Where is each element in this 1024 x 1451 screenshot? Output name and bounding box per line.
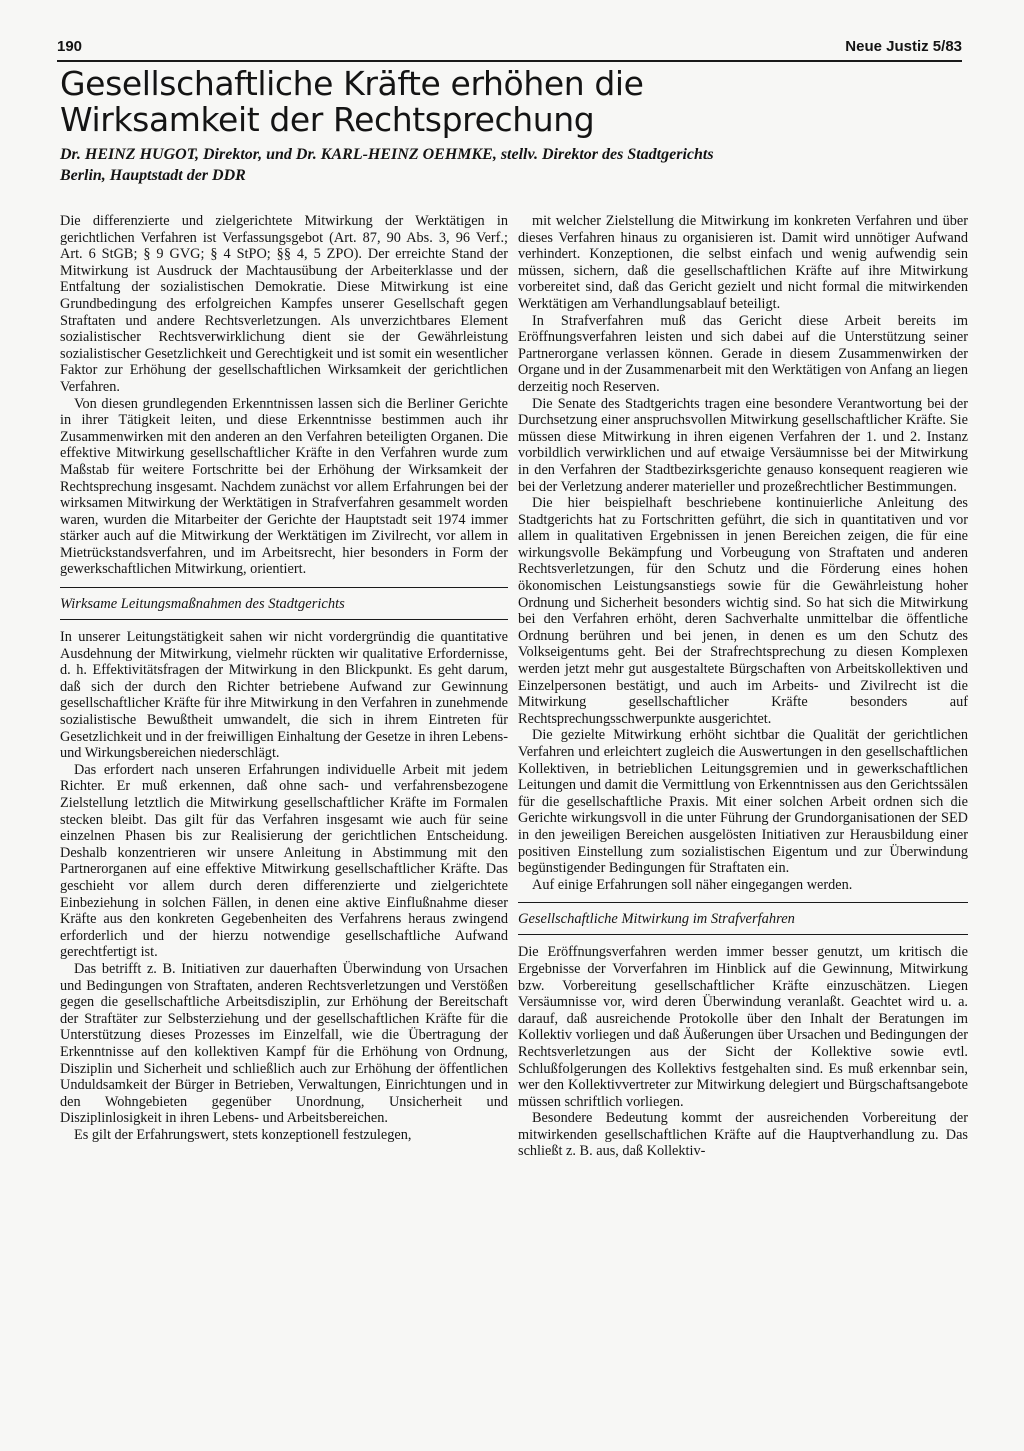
running-header [57,36,962,62]
paragraph: In unserer Leitungstätigkeit sahen wir nicht vordergründig die quantitative Ausdehnung der Mitwirkung, vielmehr rückten wir qualitative Erfordernisse, d. h. Effektivitätsfragen der Mitwirkung in den Blickpunkt. Es geht darum, daß sich der durch den Richter betriebene Aufwand zur Gewinnung gesellschaftlicher Kräfte für ihre Mitwirkung in den Verfahren in zunehmende sozialistische Bewußtheit umwandelt, die sich in ihrem Eintreten für Gesetzlichkeit und in der freiwilligen Einhaltung der Gesetze in ihren Lebens- und Wirkungsbereichen niederschlägt. [60,629,508,762]
paragraph: Die gezielte Mitwirkung erhöht sichtbar die Qualität der gerichtlichen Verfahren und erleichtert zugleich die Auswertungen in den gesellschaftlichen Kollektiven, in betrieblichen Leitungsgremien und in gewerkschaftlichen Leitungen und damit die Vermittlung von Erkenntnissen aus den Gerichtssälen für die gesellschaftliche Praxis. Mit einer solchen Arbeit ordnen sich die Gerichte wirkungsvoll in die unter Führung der Grundorganisationen der SED in den jeweiligen Bereichen ausgelösten Initiativen zur Herausbildung einer positiven Einstellung zum sozialistischen Eigentum und zur Überwindung begünstigender Bedingungen für Straftaten ein. [518,727,968,877]
article-title: Gesellschaftliche Kräfte erhöhen die Wirksamkeit der Rechtsprechung [60,64,644,139]
journal-issue: Neue Justiz 5/83 [845,38,962,55]
paragraph: mit welcher Zielstellung die Mitwirkung im konkreten Verfahren und über dieses Verfahren hinaus zu organisieren ist. Damit wird unnötiger Aufwand verhindert. Konzeptionen, die selbst einfach und wenig aufwendig sein müssen, sichern, daß die gesellschaftlichen Kräfte auf ihre Mitwirkung vorbereitet sind, daß das Gericht gezielt und nicht formal die mitwirkenden Werktätigen am Verhandlungsablauf beteiligt. [518,213,968,312]
right-column [518,213,968,1160]
paragraph: Besondere Bedeutung kommt der ausreichenden Vorbereitung der mitwirkenden gesellschaftlichen Kräfte auf die Hauptverhandlung zu. Das schließt z. B. aus, daß Kollektiv- [518,1110,968,1160]
section-heading: Gesellschaftliche Mitwirkung im Strafverfahren [518,902,968,935]
paragraph: Die Senate des Stadtgerichts tragen eine besondere Verantwortung bei der Durchsetzung einer anspruchsvollen Mitwirkung gesellschaftlicher Kräfte. Sie müssen diese Mitwirkung in ihren eigenen Verfahren der 1. und 2. Instanz vorbildlich verwirklichen und auf etwaige Versäumnisse bei der Mitwirkung in den Verfahren der Stadtbezirksgerichte genauso konsequent reagieren wie bei der Verletzung anderer materieller und prozeßrechtlicher Bestimmungen. [518,395,968,495]
paragraph: Auf einige Erfahrungen soll näher eingegangen werden. [532,876,853,893]
article-authors: Dr. HEINZ HUGOT, Direktor, und Dr. KARL-HEINZ OEHMKE, stellv. Direktor des Stadtgerichts Berlin, Hauptstadt der DDR [60,146,714,184]
paragraph: Von diesen grundlegenden Erkenntnissen lassen sich die Berliner Gerichte in ihrer Tätigkeit leiten, und diese Erkenntnisse bestimmen auch ihr Zusammenwirken mit den anderen an den Verfahren beteiligten Organen. Die effektive Mitwirkung gesellschaftlicher Kräfte in den Verfahren wurde zum Maßstab für weitere Fortschritte bei der Erhöhung der Wirksamkeit der Rechtsprechung insgesamt. Nachdem zunächst vor allem Erfahrungen bei der wirksamen Mitwirkung der Werktätigen in Strafverfahren gesammelt worden waren, wurden die Mitarbeiter der Gerichte der Hauptstadt seit 1974 immer stärker auch auf die Mitwirkung der Werktätigen im Zivilrecht, vor allem in Mietrückstandsverfahren, und im Arbeitsrecht, hier besonders in Form der gewerkschaftlichen Mitwirkung, orientiert. [60,395,508,578]
paragraph: Es gilt der Erfahrungswert, stets konzeptionell festzulegen, [74,1126,412,1143]
paragraph: Das erfordert nach unseren Erfahrungen individuelle Arbeit mit jedem Richter. Er muß erkennen, daß ohne sach- und verfahrensbezogene Zielstellung letztlich die Mitwirkung gesellschaftlicher Kräfte im Formalen stecken bleibt. Das gilt für das Verfahren insgesamt wie auch für seine einzelnen Phasen bis zur Realisierung der gerichtlichen Entscheidung. Deshalb konzentrieren wir unsere Anleitung in Abstimmung mit den Partnerorganen auf eine effektive Mitwirkung gesellschaftlicher Kräfte. Das geschieht vor allem durch deren differenzierte und zielgerichtete Einbeziehung in solchen Fällen, in denen eine aktive Einflußnahme dieser Kräfte aus den konkreten Gegebenheiten des Verfahrens heraus zwingend erforderlich und der hierzu notwendige gesellschaftliche Aufwand gerechtfertigt ist. [60,761,508,961]
paragraph: In Strafverfahren muß das Gericht diese Arbeit bereits im Eröffnungsverfahren leisten und sich dabei auf die Unterstützung seiner Partnerorgane verlassen können. Gerade in diesem Zusammenwirken der Organe und in der Zusammenarbeit mit den Werktätigen von Anfang an liegen derzeitig noch Reserven. [518,312,968,395]
left-column [60,213,508,1143]
page-number: 190 [57,38,83,55]
section-heading: Wirksame Leitungsmaßnahmen des Stadtgerichts [60,587,508,620]
paragraph: Die Eröffnungsverfahren werden immer besser genutzt, um kritisch die Ergebnisse der Vorverfahren im Hinblick auf die Gewinnung, Mitwirkung bzw. Vorbereitung gesellschaftlicher Kräfte einzuschätzen. Liegen Versäumnisse vor, wird deren Überwindung veranlaßt. Geachtet wird u. a. darauf, daß ausreichende Protokolle über den Inhalt der Beratungen im Kollektiv vorliegen und daß Äußerungen über Ursachen und Bedingungen der Rechtsverletzungen aus der Sicht der Kollektive sowie evtl. Schlußfolgerungen des Kollektivs festgehalten sind. Es muß erkennbar sein, wer den Kollektivvertreter zur Mitwirkung delegiert und Bürgschaftsangebote müssen schriftlich vorliegen. [518,944,968,1110]
paragraph: Die hier beispielhaft beschriebene kontinuierliche Anleitung des Stadtgerichts hat zu Fortschritten geführt, die sich in quantitativen und vor allem in qualitativen Ergebnissen in jenen Bereichen zeigen, die für eine wirkungsvolle Bekämpfung und Vorbeugung von Straftaten und anderen Rechtsverletzungen, für den Schutz und die Förderung eines hohen ökonomischen Leistungsanstiegs sowie für die Gewährleistung hoher Ordnung und Sicherheit besonders wichtig sind. So hat sich die Mitwirkung bei den Verfahren erhöht, deren Sachverhalte unmittelbar die öffentliche Ordnung berühren und bei jenen, in denen es um den Schutz des Volkseigentums geht. Bei der Strafrechtsprechung zu diesen Komplexen werden jetzt mehr gut ausgestaltete Bürgschaften von Arbeitskollektiven und Einzelpersonen bestätigt, und auch im Arbeits- und Zivilrecht ist die Mitwirkung gesellschaftlicher Kräfte besonders auf Rechtsprechungsschwerpunkte ausgerichtet. [518,495,968,727]
paragraph: Die differenzierte und zielgerichtete Mitwirkung der Werktätigen in gerichtlichen Verfahren ist Verfassungsgebot (Art. 87, 90 Abs. 3, 96 Verf.; Art. 6 StGB; § 9 GVG; § 4 StPO; §§ 4, 5 ZPO). Der erreichte Stand der Mitwirkung ist Ausdruck der Machtausübung der Arbeiterklasse und der Entfaltung der sozialistischen Demokratie. Diese Mitwirkung ist eine Grundbedingung des erfolgreichen Kampfes unserer Gesellschaft gegen Straftaten und andere Rechtsverletzungen. Als unverzichtbares Element sozialistischer Rechtsverwirklichung dient sie der Gewährleistung sozialistischer Gesetzlichkeit und Gerechtigkeit und ist somit ein wesentlicher Faktor zur Erhöhung der gesellschaftlichen Wirksamkeit der gerichtlichen Verfahren. [60,213,508,395]
paragraph: Das betrifft z. B. Initiativen zur dauerhaften Überwindung von Ursachen und Bedingungen von Straftaten, anderen Rechtsverletzungen und Verstößen gegen die gesellschaftliche Arbeitsdisziplin, zur Erhöhung der Bereitschaft der Straftäter zur Selbsterziehung und der gesellschaftlichen Kräfte für die Unterstützung dieses Prozesses im Einzelfall, wie die Übertragung der Erkenntnisse auf den kollektiven Kampf für die Erhöhung von Ordnung, Disziplin und Sicherheit und schließlich auch zur Erhöhung der öffentlichen Unduldsamkeit der Bürger in Betrieben, Verwaltungen, Einrichtungen und in den Wohngebieten gegenüber Unordnung, Unsicherheit und Disziplinlosigkeit in ihren Lebens- und Arbeitsbereichen. [60,960,508,1127]
